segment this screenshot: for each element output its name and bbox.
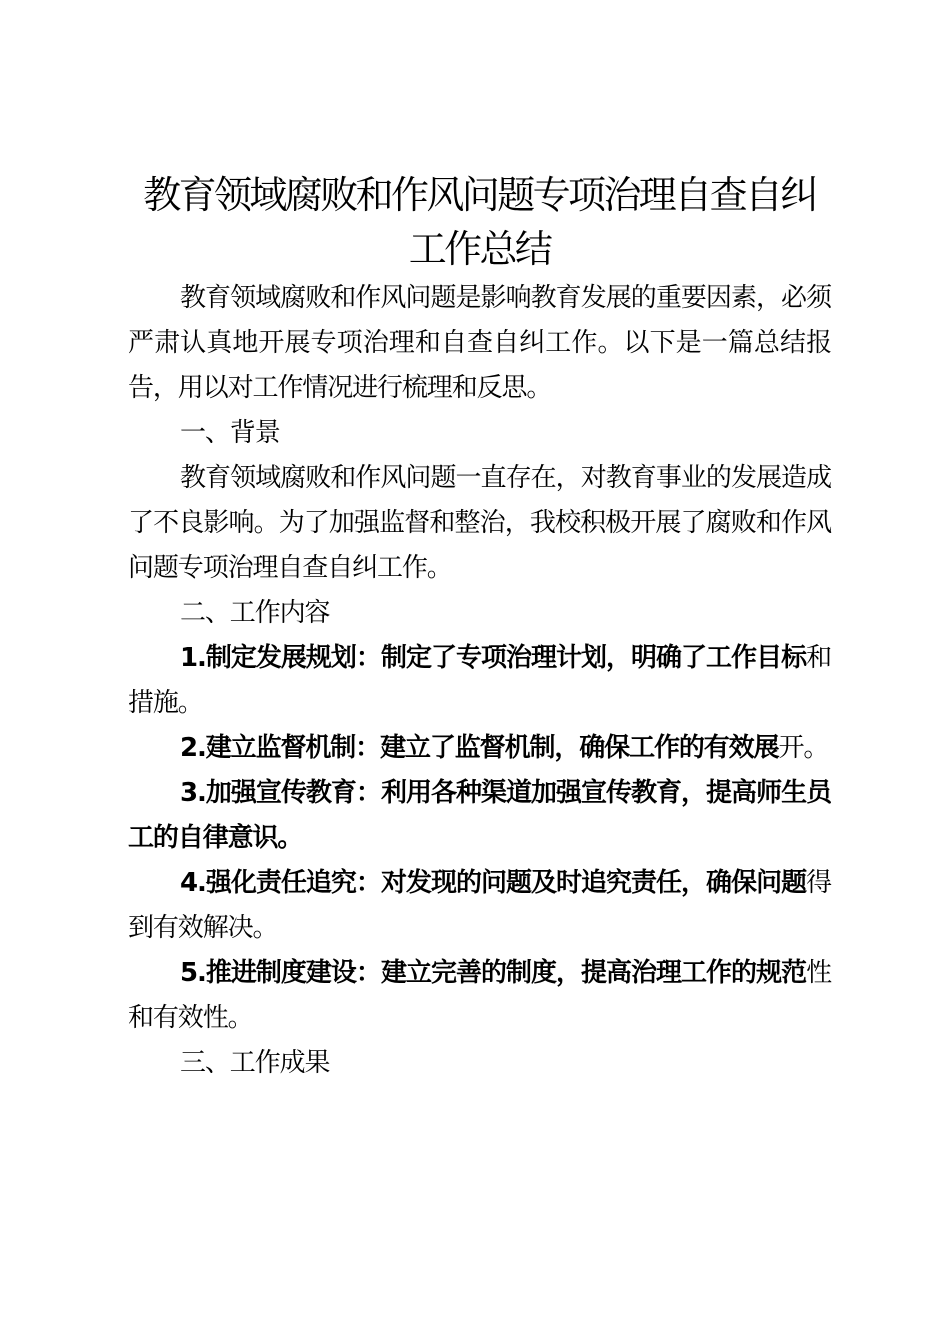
work-item-lead: 4.强化责任追究：对发现的问题及时追究责任，确保问题 <box>180 868 807 898</box>
work-item-rest: 员工的自律意识。 <box>128 778 831 853</box>
background-paragraph: 教育领域腐败和作风问题一直存在，对教育事业的发展造成了不良影响。为了加强监督和整治，我校积极开展了腐败和作风问题专项治理自查自纠工作。 <box>128 463 831 583</box>
work-item-rest: 性和有效性。 <box>128 958 831 1033</box>
work-item-lead: 5.推进制度建设：建立完善的制度，提高治理工作的规范 <box>180 958 807 988</box>
work-item-rest: 开。 <box>778 733 829 763</box>
section-heading-work-content: 二、工作内容 <box>180 598 330 628</box>
work-item-4 <box>128 861 831 951</box>
work-item-lead: 1.制定发展规划：制定了专项治理计划，明确了工作目标 <box>180 643 807 673</box>
work-item-lead: 3.加强宣传教育：利用各种渠道加强宣传教育，提高师生 <box>180 778 807 808</box>
work-item-1 <box>128 636 831 726</box>
work-item-3 <box>128 771 831 861</box>
work-item-5 <box>128 951 831 1041</box>
work-item-rest: 和措施。 <box>128 643 831 718</box>
section-heading-background: 一、背景 <box>180 418 280 448</box>
work-item-2 <box>128 726 831 771</box>
document-page <box>128 168 831 1086</box>
section-heading-results: 三、工作成果 <box>180 1048 330 1078</box>
intro-paragraph: 教育领域腐败和作风问题是影响教育发展的重要因素，必须严肃认真地开展专项治理和自查自纠工作。以下是一篇总结报告，用以对工作情况进行梳理和反思。 <box>128 283 831 403</box>
work-item-rest: 得到有效解决。 <box>128 868 831 943</box>
work-item-lead: 2.建立监督机制：建立了监督机制，确保工作的有效展 <box>180 733 779 763</box>
document-title: 教育领域腐败和作风问题专项治理自查自纠工作总结 <box>143 173 816 271</box>
